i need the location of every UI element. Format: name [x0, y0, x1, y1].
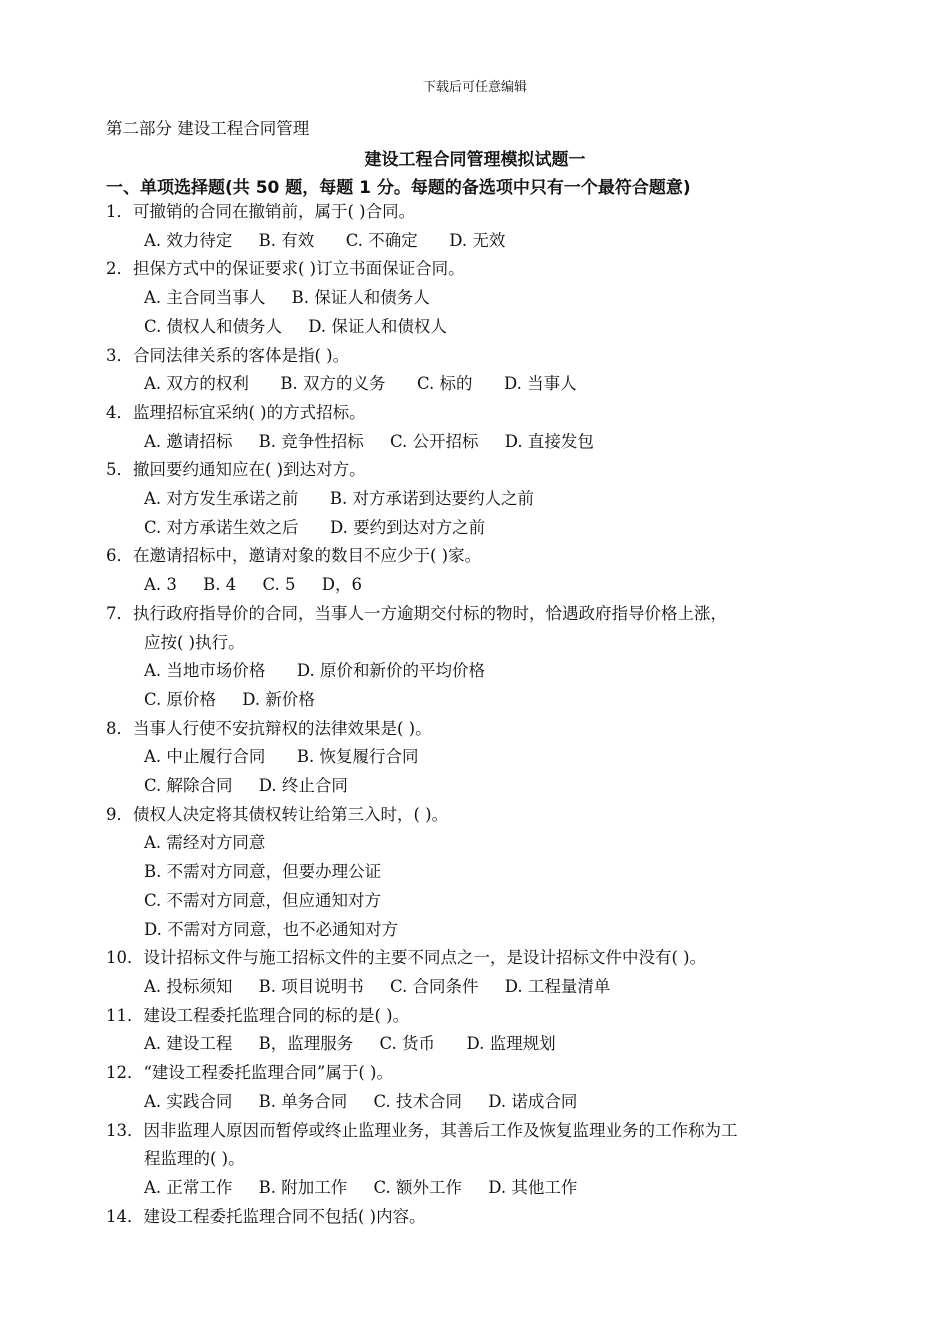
- answer-options-row: A. 中止履行合同 B. 恢复履行合同: [144, 747, 419, 767]
- answer-options-row: A. 正常工作 B. 附加工作 C. 额外工作 D. 其他工作: [144, 1177, 578, 1197]
- question-number: 12．: [106, 1063, 144, 1083]
- answer-options-row: C. 对方承诺生效之后 D. 要约到达对方之前: [144, 517, 486, 537]
- question-number: 4．: [106, 402, 133, 422]
- answer-options-row: D. 不需对方同意，也不必通知对方: [144, 919, 399, 939]
- question-text: 合同法律关系的客体是指( )。: [133, 345, 350, 365]
- question-text: 在邀请招标中，邀请对象的数目不应少于( )家。: [133, 546, 482, 566]
- question-number: 1．: [106, 202, 133, 221]
- question-number: 6．: [106, 546, 133, 566]
- question-number: 2．: [106, 259, 133, 279]
- question-stem: [106, 255, 856, 284]
- question-text: 因非监理人原因而暂停或终止监理业务，其善后工作及恢复监理业务的工作称为工: [143, 1120, 738, 1140]
- answer-options-row: A. 建设工程 B，监理服务 C. 货币 D. 监理规划: [144, 1034, 556, 1054]
- question: [106, 542, 856, 599]
- answer-options-row: A. 主合同当事人 B. 保证人和债务人: [144, 288, 430, 308]
- question-text-continuation: 应按( )执行。: [144, 632, 245, 652]
- question-stem: [106, 600, 856, 629]
- question-text: 撤回要约通知应在( )到达对方。: [133, 460, 366, 480]
- question-number: 13．: [106, 1120, 144, 1140]
- question-stem: [106, 456, 856, 485]
- question: [106, 1203, 856, 1232]
- question: [106, 1059, 856, 1116]
- question-number: 9．: [106, 804, 133, 824]
- question-text: 监理招标宜采纳( )的方式招标。: [133, 402, 366, 422]
- question-text-continuation: 程监理的( )。: [144, 1149, 245, 1169]
- question: [106, 198, 856, 255]
- exam-title: 建设工程合同管理模拟试题一: [364, 150, 586, 170]
- question-stem: [106, 1002, 856, 1031]
- question: [106, 1002, 856, 1059]
- answer-options-row: C. 不需对方同意，但应通知对方: [144, 890, 382, 910]
- question: [106, 715, 856, 801]
- question: [106, 1117, 856, 1203]
- question-text: 设计招标文件与施工招标文件的主要不同点之一，是设计招标文件中没有( )。: [143, 948, 707, 968]
- question: [106, 456, 856, 542]
- question-text: 债权人决定将其债权转让给第三入时，( )。: [133, 804, 449, 824]
- answer-options-row: A. 实践合同 B. 单务合同 C. 技术合同 D. 诺成合同: [144, 1091, 578, 1111]
- question-stem: [106, 542, 856, 571]
- answer-options-row: A. 需经对方同意: [144, 833, 266, 853]
- question-text: 建设工程委托监理合同的标的是( )。: [143, 1005, 410, 1025]
- question-list: [106, 198, 856, 1231]
- answer-options-row: C. 解除合同 D. 终止合同: [144, 776, 348, 796]
- question-number: 3．: [106, 345, 133, 365]
- question-text: 当事人行使不安抗辩权的法律效果是( )。: [133, 718, 432, 738]
- question-stem: [106, 1059, 856, 1088]
- question-stem: [106, 399, 856, 428]
- question: [106, 342, 856, 399]
- question-number: 5．: [106, 460, 133, 480]
- question-stem: [106, 1203, 856, 1232]
- question: [106, 600, 856, 715]
- answer-options-row: C. 原价格 D. 新价格: [144, 689, 315, 709]
- question-number: 14．: [106, 1206, 144, 1226]
- question-text: 建设工程委托监理合同不包括( )内容。: [143, 1206, 426, 1226]
- question-number: 7．: [106, 603, 133, 623]
- answer-options-row: A. 效力待定 B. 有效 C. 不确定 D. 无效: [144, 230, 506, 250]
- question: [106, 944, 856, 1001]
- question: [106, 801, 856, 945]
- answer-options-row: A. 投标须知 B. 项目说明书 C. 合同条件 D. 工程量清单: [144, 976, 611, 996]
- question-number: 11．: [106, 1005, 144, 1025]
- question-text: 担保方式中的保证要求( )订立书面保证合同。: [133, 259, 465, 279]
- section-heading: 一、单项选择题(共 50 题，每题 1 分。每题的备选项中只有一个最符合题意): [106, 178, 691, 198]
- question-stem: [106, 801, 856, 830]
- question-stem: [106, 715, 856, 744]
- question-number: 8．: [106, 718, 133, 738]
- question-stem: [106, 342, 856, 371]
- question-stem: [106, 1117, 856, 1146]
- answer-options-row: C. 债权人和债务人 D. 保证人和债权人: [144, 316, 447, 336]
- question-text: “建设工程委托监理合同”属于( )。: [143, 1063, 393, 1083]
- question-number: 10．: [106, 948, 144, 968]
- answer-options-row: A. 3 B. 4 C. 5 D，6: [144, 575, 362, 595]
- answer-options-row: A. 当地市场价格 D. 原价和新价的平均价格: [144, 661, 486, 681]
- answer-options-row: A. 双方的权利 B. 双方的义务 C. 标的 D. 当事人: [144, 374, 577, 394]
- answer-options-row: A. 对方发生承诺之前 B. 对方承诺到达要约人之前: [144, 489, 534, 509]
- question-stem: [106, 198, 856, 227]
- question-stem: [106, 944, 856, 973]
- answer-options-row: B. 不需对方同意，但要办理公证: [144, 862, 382, 882]
- question: [106, 255, 856, 341]
- question-text: 执行政府指导价的合同，当事人一方逾期交付标的物时，恰遇政府指导价格上涨，: [133, 603, 727, 623]
- question-text: 可撤销的合同在撤销前，属于( )合同。: [133, 202, 416, 221]
- part-heading: 第二部分 建设工程合同管理: [106, 119, 310, 138]
- answer-options-row: A. 邀请招标 B. 竞争性招标 C. 公开招标 D. 直接发包: [144, 431, 594, 451]
- question: [106, 399, 856, 456]
- page-header: 下载后可任意编辑: [422, 80, 527, 95]
